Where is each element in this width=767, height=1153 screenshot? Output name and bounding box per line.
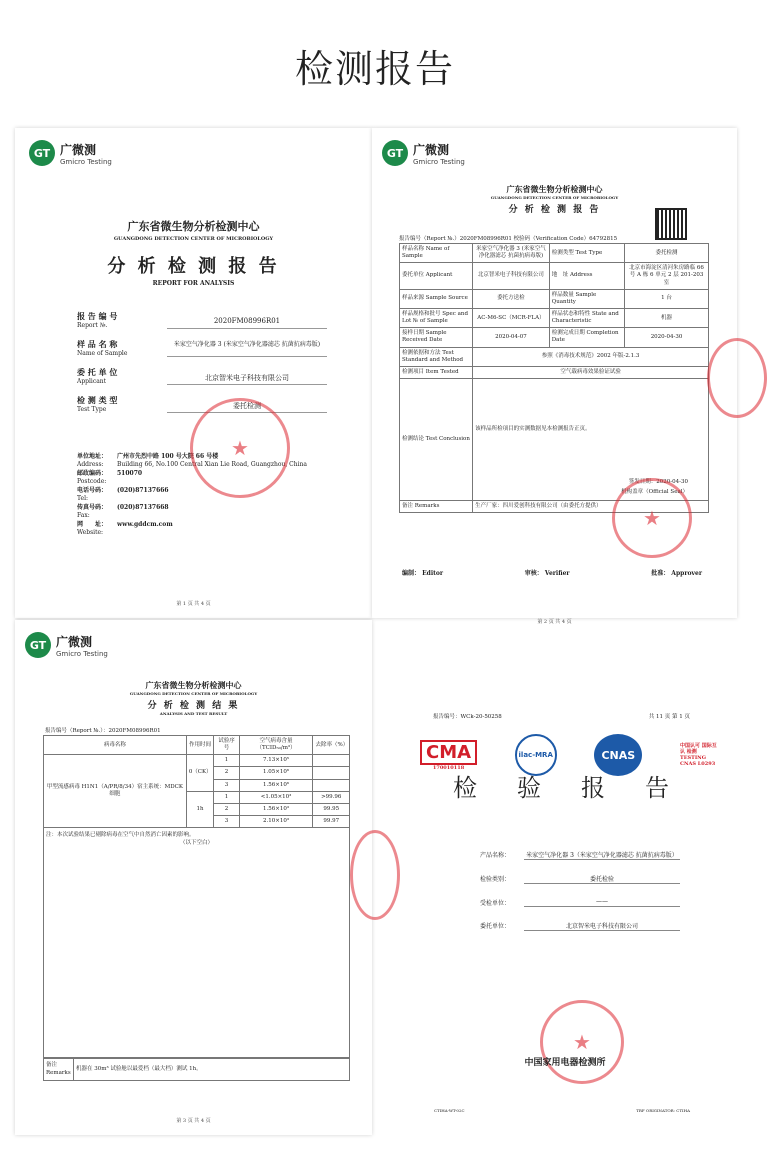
cnas-testing-mark: 中国认可 国际互认 检测 TESTING CNAS L0293 bbox=[679, 743, 717, 767]
brand-logo: GT 广微测 Gmicro Testing bbox=[382, 140, 465, 166]
report-page-2 bbox=[372, 128, 737, 625]
result-title-en: ANALYSIS AND TEST RESULT bbox=[159, 711, 228, 716]
column-header: 去除率（%） bbox=[313, 736, 350, 755]
brand-name-cn: 广微测 bbox=[60, 142, 97, 157]
page-footer: 第 2 页 共 4 页 bbox=[537, 619, 572, 625]
official-seal-icon bbox=[707, 338, 767, 418]
center-name-en: GUANGDONG DETECTION CENTER OF MICROBIOLOGY bbox=[113, 236, 274, 242]
page-footer: 第 3 页 共 4 页 bbox=[176, 1118, 211, 1124]
page-info: 共 11 页 第 1 页 bbox=[648, 714, 690, 720]
footer-left: CTIHA-WT-02C bbox=[434, 1108, 465, 1113]
contact-info: 单位地址： Address: 广州市先烈中路 100 号大院 66 号楼 Building 66, No.100 Central Xian Lie Road, Guangzhou, China 邮政编码： Postcode: 510070 电话号码： Tel: (020)87137666 传真号码： Fax: (020)87137668 网 址： Website: www.gddcm.com bbox=[77, 453, 307, 536]
table-row: 1h 1 <1.05×10³ >99.96 bbox=[44, 791, 350, 803]
center-name-cn: 广东省微生物分析检测中心 bbox=[506, 184, 603, 194]
report-no: 报告编号：WCk-20-50258 bbox=[433, 714, 502, 720]
report-page-3: GT 广微测 Gmicro Testing 广东省微生物分析检测中心 GUANGDONG DETECTION CENTER OF MICROBIOLOGY 分 析 检 测 结 果 ANALYSIS AND TEST RESULT 报告编号（Report №.）：2020FM08996R01 病毒名称 作用时间 试验序号 空气病毒含量（TCID₅₀/m³） 去除率（%） 甲型流感病毒 H1N1（A/PR/8/34）宿主系统：MDCK 细胞 0（CK） 1 7.13×10⁵ 2 1.05×10⁶ 3 1.56×10⁶ 1h 1 <1.05×10³ >99.96 2 1.56×10³ 99.95 3 2.10×10³ 99.97 注：本次试验结果已剔除病毒在空气中自然消亡因素的影响。 （以下空白） 备注 Remarks 机器在 30m³ 试验舱以最爱档（最大档）测试 1h。 第 3 页 共 4 页 bbox=[15, 620, 372, 1135]
center-name-cn: 广东省微生物分析检测中心 bbox=[145, 680, 242, 690]
result-title-cn: 分 析 检 测 结 果 bbox=[147, 701, 240, 711]
page-footer: 第 1 页 共 4 页 bbox=[176, 601, 211, 607]
field-test-type: 检 测 类 型 Test Type 委托检测 bbox=[77, 395, 327, 413]
info-row: 样品名称 Name of Sample 米家空气净化器 3 (米家空气净化器滤芯 抗菌抗病毒版) 检测类型 Test Type 委托检测 bbox=[400, 244, 709, 263]
center-name-cn: 广东省微生物分析检测中心 bbox=[127, 220, 260, 233]
column-header: 病毒名称 bbox=[44, 736, 187, 755]
table-row: 3 1.56×10⁶ bbox=[44, 779, 350, 791]
column-header: 空气病毒含量（TCID₅₀/m³） bbox=[239, 736, 313, 755]
ilac-logo-icon: ilac-MRA bbox=[515, 734, 557, 776]
center-name-en: GUANGDONG DETECTION CENTER OF MICROBIOLOGY bbox=[129, 691, 258, 696]
report-info-table: 样品名称 Name of Sample 米家空气净化器 3 (米家空气净化器滤芯 抗菌抗病毒版) 检测类型 Test Type 委托检测 委托单位 Applicant 北京智米电子科技有限公司 地 址 Address 北京市海淀区清河朱房路临 66 号 A 栋 6 单元 2 层 201-203 室 样品来源 Sample Source 委托方送检 样品数量 Sample Quantity 1 台 样品规格和批号 Spec and Lot № of Sample AC-M6-SC（MCR-FLA） 样品状态和特性 State and Characteristic 机器 接样日期 Sample Received Date 2020-04-07 检测完成日期 Completion Date 2020-04-30 检测依据和方法 Test Standard and Method 参照《消毒技术规范》2002 年版-2.1.3 检测项目 Item Tested 空气载病毒效果验证试验 检测结论 Test Conclusion 该样品所检项目的实测数据见本检测报告正页。 签发日期：2020-04-30 机构盖章（Official Seal） 备注 Remarks 生产厂家：四川爱创科技有限公司（由委托方提供） bbox=[399, 243, 709, 513]
cnas-logo-icon: CNAS bbox=[594, 734, 642, 776]
footer-right: TRF ORIGINATOR: CTIHA bbox=[636, 1108, 690, 1113]
center-name-en: GUANGDONG DETECTION CENTER OF MICROBIOLOGY bbox=[490, 195, 619, 200]
column-header: 试验序号 bbox=[214, 736, 239, 755]
info-row: 样品来源 Sample Source 委托方送检 样品数量 Sample Quantity 1 台 bbox=[400, 289, 709, 308]
report-title-cn: 分 析 检 测 报 告 bbox=[107, 256, 280, 277]
column-header: 作用时间 bbox=[186, 736, 213, 755]
info-row: 接样日期 Sample Received Date 2020-04-07 检测完成日期 Completion Date 2020-04-30 bbox=[400, 328, 709, 347]
cma-logo-icon: CMA 170010118 bbox=[420, 740, 477, 771]
table-note: 注：本次试验结果已剔除病毒在空气中自然消亡因素的影响。 bbox=[46, 832, 195, 839]
brand-logo bbox=[29, 140, 112, 166]
report-meta: 报告编号（Report №.）2020FM08996R01 校验码（Verification Code）64792815 bbox=[399, 236, 618, 242]
brand-logo: GT 广微测 Gmicro Testing bbox=[25, 632, 108, 658]
gmicro-logo-icon: GT bbox=[25, 632, 51, 658]
official-seal-icon bbox=[350, 830, 400, 920]
gmicro-logo-icon: GT bbox=[29, 140, 55, 166]
report-title-en: REPORT FOR ANALYSIS bbox=[152, 280, 235, 287]
table-row: 3 2.10×10³ 99.97 bbox=[44, 815, 350, 827]
report-page-4 bbox=[400, 700, 730, 1120]
table-row: 2 1.05×10⁶ bbox=[44, 767, 350, 779]
product-info: 产品名称： 米家空气净化器 3（米家空气净化器滤芯 抗菌抗病毒版） 检验类别： 委托检验 受检单位： —— 委托单位： 北京智米电子科技有限公司 bbox=[480, 850, 680, 931]
official-seal-icon: ★ bbox=[540, 1000, 624, 1084]
brand-name-en: Gmicro Testing bbox=[60, 157, 112, 166]
field-sample-name: 样 品 名 称 Name of Sample 米家空气净化器 3 (米家空气净化器滤芯 抗菌抗病毒版) bbox=[77, 339, 327, 357]
table-row: 2 1.56×10³ 99.95 bbox=[44, 803, 350, 815]
official-seal-icon: ★ bbox=[190, 398, 290, 498]
info-row: 委托单位 Applicant 北京智米电子科技有限公司 地 址 Address 北京市海淀区清河朱房路临 66 号 A 栋 6 单元 2 层 201-203 室 bbox=[400, 263, 709, 289]
report-title: 检 验 报 告 bbox=[453, 774, 677, 802]
report-page-1 bbox=[15, 128, 372, 618]
page-title: 检测报告 bbox=[294, 47, 455, 91]
official-seal-icon: ★ bbox=[612, 478, 692, 558]
report-title-cn: 分 析 检 测 报 告 bbox=[508, 205, 601, 215]
qr-code-icon bbox=[655, 208, 687, 240]
report-meta: 报告编号（Report №.）：2020FM08996R01 bbox=[45, 728, 161, 734]
info-row: 样品规格和批号 Spec and Lot № of Sample AC-M6-SC（MCR-FLA） 样品状态和特性 State and Characteristic 机器 bbox=[400, 308, 709, 327]
table-row: 甲型流感病毒 H1N1（A/PR/8/34）宿主系统：MDCK 细胞 0（CK） 1 7.13×10⁵ bbox=[44, 755, 350, 767]
gmicro-logo-icon: GT bbox=[382, 140, 408, 166]
test-result-table bbox=[43, 735, 350, 828]
signature-row: 编制： Editor 审核： Verifier 批准： Approver bbox=[402, 570, 702, 577]
field-applicant: 委 托 单 位 Applicant 北京智米电子科技有限公司 bbox=[77, 367, 327, 385]
testing-org: 中国家用电器检测所 bbox=[524, 1058, 606, 1068]
field-report-no: 报 告 编 号 Report №. 2020FM08996R01 bbox=[77, 311, 327, 329]
